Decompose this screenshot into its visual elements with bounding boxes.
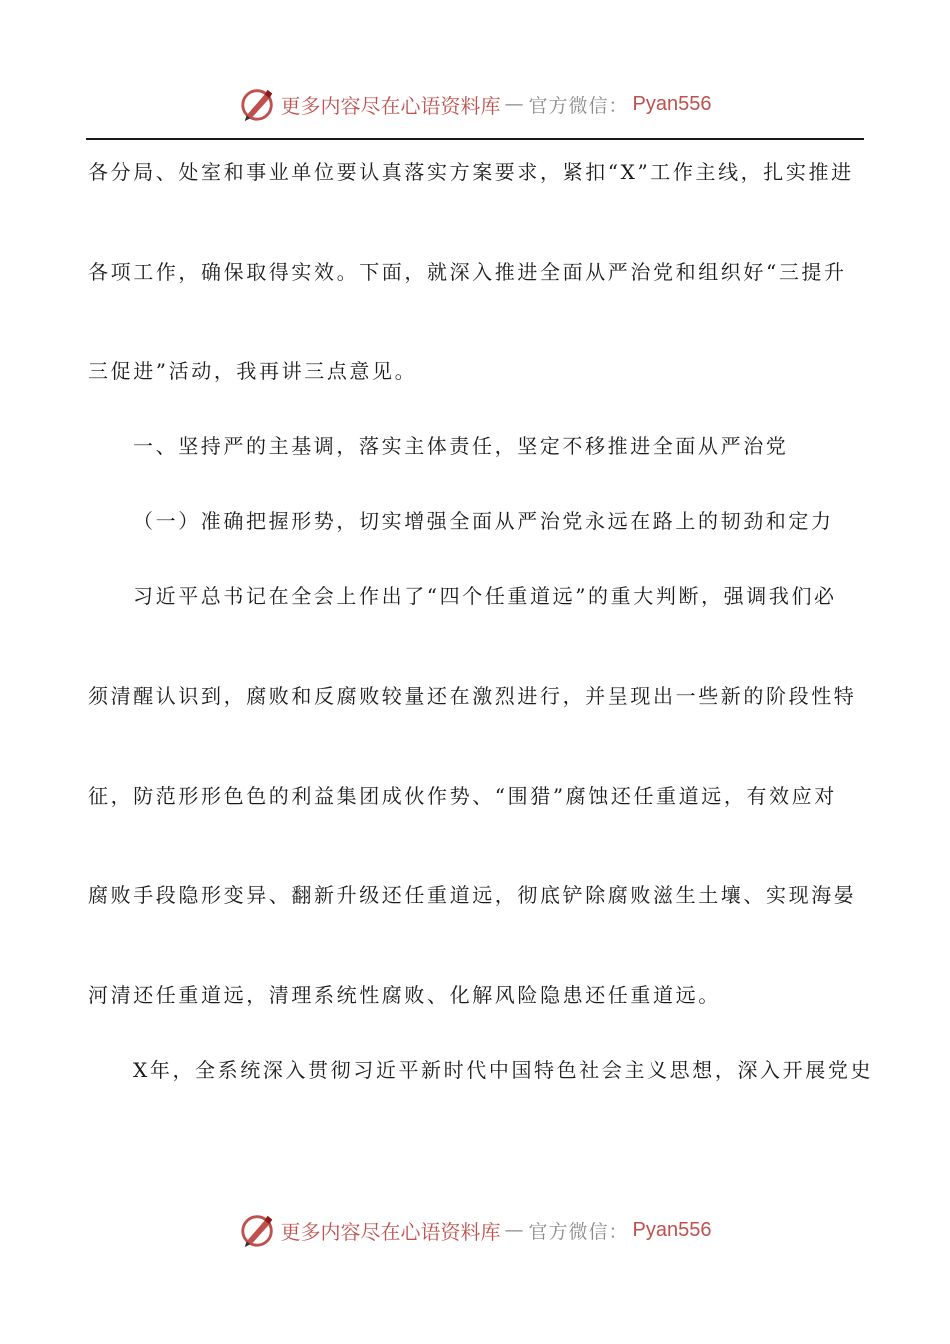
subsection-heading: （一）准确把握形势，切实增强全面从严治党永远在路上的韧劲和定力 bbox=[133, 509, 834, 533]
footer-dash: — bbox=[504, 1219, 525, 1241]
header-banner bbox=[0, 82, 950, 126]
paragraph-line: 河清还任重道远，清理系统性腐败、化解风险隐患还任重道远。 bbox=[88, 983, 721, 1007]
section-heading: 一、坚持严的主基调，落实主体责任，坚定不移推进全面从严治党 bbox=[133, 434, 789, 458]
paragraph-line: X年，全系统深入贯彻习近平新时代中国特色社会主义思想，深入开展党史 bbox=[133, 1058, 874, 1082]
footer-brand-text: 更多内容尽在心语资料库 bbox=[280, 1219, 501, 1244]
header-brand-text: 更多内容尽在心语资料库 bbox=[280, 93, 501, 118]
footer-wechat-label: 官方微信： bbox=[528, 1220, 629, 1243]
header-dash: — bbox=[504, 93, 525, 115]
pen-logo-icon bbox=[239, 85, 277, 123]
paragraph-line: 三促进”活动，我再讲三点意见。 bbox=[88, 359, 418, 383]
paragraph-line: 习近平总书记在全会上作出了“四个任重道远”的重大判断，强调我们必 bbox=[133, 584, 837, 608]
footer-wechat-id: Pyan556 bbox=[632, 1218, 712, 1241]
paragraph-line: 须清醒认识到，腐败和反腐败较量还在激烈进行，并呈现出一些新的阶段性特 bbox=[88, 684, 857, 708]
paragraph-line: 征，防范形形色色的利益集团成伙作势、“围猎”腐蚀还任重道远，有效应对 bbox=[88, 784, 837, 808]
header-wechat-id: Pyan556 bbox=[632, 92, 712, 115]
header-divider bbox=[86, 138, 864, 140]
paragraph-line: 各项工作，确保取得实效。下面，就深入推进全面从严治党和组织好“三提升 bbox=[88, 260, 847, 284]
footer-banner bbox=[0, 1208, 950, 1252]
header-wechat-label: 官方微信： bbox=[528, 94, 629, 117]
paragraph-line: 腐败手段隐形变异、翻新升级还任重道远，彻底铲除腐败滋生土壤、实现海晏 bbox=[88, 883, 857, 907]
pen-logo-icon bbox=[239, 1211, 277, 1249]
paragraph-line: 各分局、处室和事业单位要认真落实方案要求，紧扣“X”工作主线，扎实推进 bbox=[88, 160, 854, 184]
